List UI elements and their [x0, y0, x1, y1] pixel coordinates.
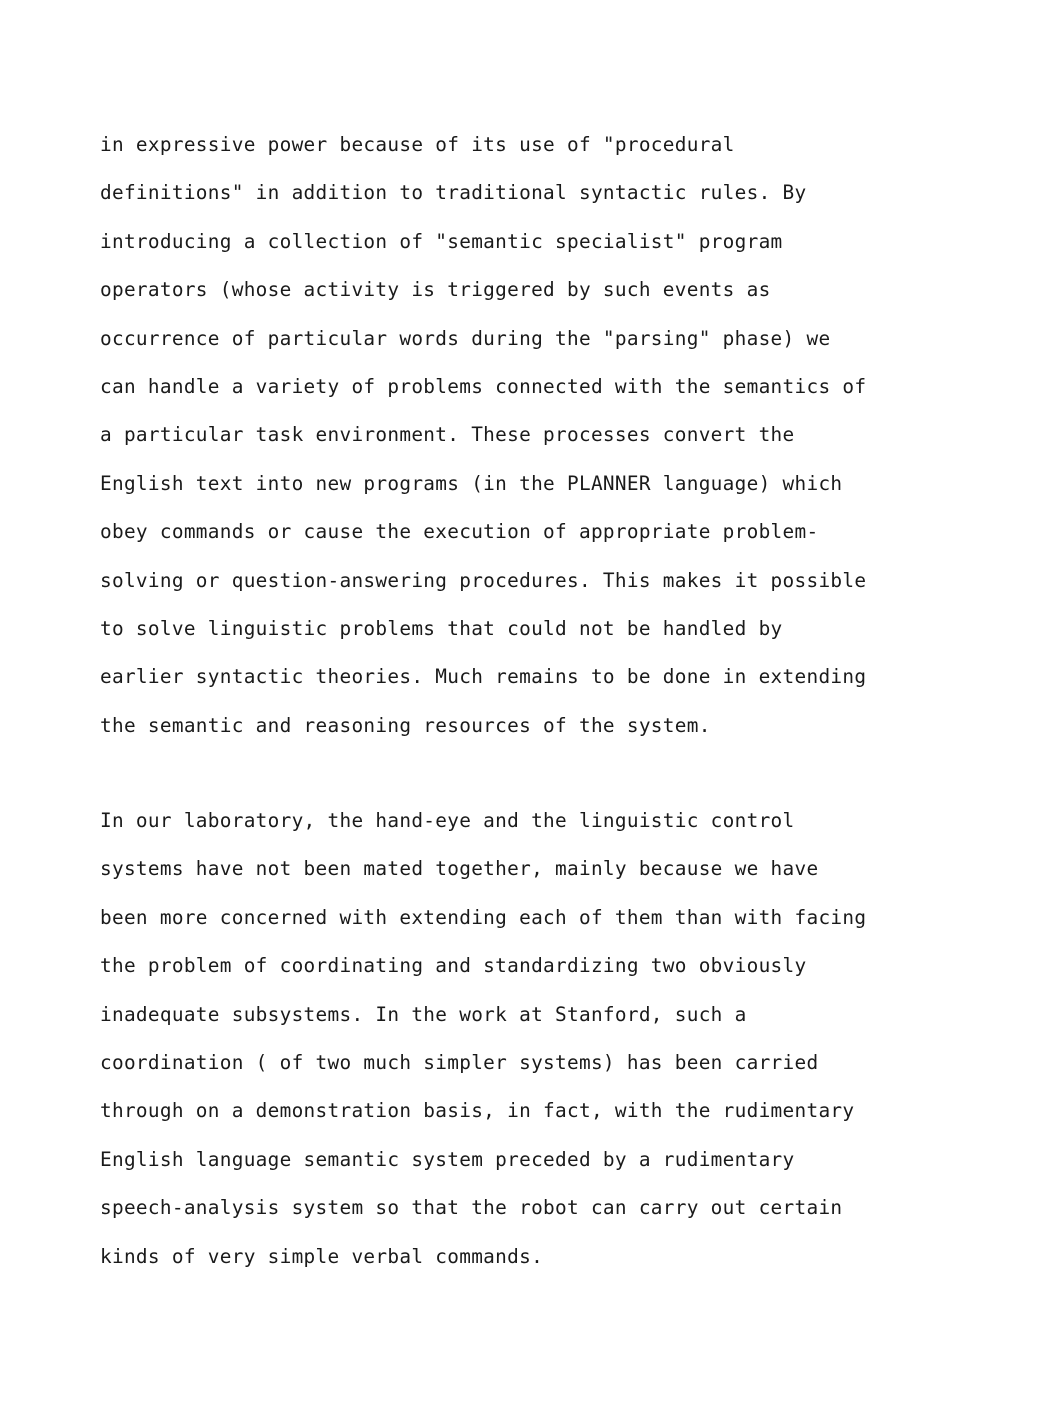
text-line: inadequate subsystems. In the work at Stanford, such a — [100, 1002, 747, 1026]
text-line: a particular task environment. These processes convert the — [100, 423, 795, 447]
text-line: In our laboratory, the hand-eye and the linguistic control — [100, 809, 795, 832]
text-line: the problem of coordinating and standardizing two obviously — [100, 954, 807, 978]
text-line: English text into new programs (in the PLANNER language) which — [100, 471, 843, 495]
text-line: can handle a variety of problems connected with the semantics of — [100, 374, 867, 398]
text-line: occurrence of particular words during the "parsing" phase) we — [100, 326, 831, 350]
text-line: in expressive power because of its use of "procedural — [100, 133, 735, 156]
text-line: to solve linguistic problems that could not be handled by — [100, 616, 783, 640]
paragraph-procedural-semantics — [100, 121, 1040, 750]
text-line: speech-analysis system so that the robot can carry out certain — [100, 1196, 843, 1220]
text-line: through on a demonstration basis, in fact, with the rudimentary — [100, 1099, 855, 1123]
text-line: English language semantic system preceded by a rudimentary — [100, 1147, 795, 1171]
text-line: kinds of very simple verbal commands. — [100, 1244, 544, 1268]
text-line: introducing a collection of "semantic specialist" program — [100, 229, 783, 253]
text-line: solving or question-answering procedures. This makes it possible — [100, 568, 867, 592]
text-line: coordination ( of two much simpler systems) has been carried — [100, 1050, 819, 1074]
text-line: obey commands or cause the execution of appropriate problem- — [100, 520, 819, 544]
text-line: systems have not been mated together, mainly because we have — [100, 857, 819, 881]
text-line: operators (whose activity is triggered by such events as — [100, 278, 771, 302]
text-line: earlier syntactic theories. Much remains to be done in extending — [100, 665, 867, 689]
text-line: the semantic and reasoning resources of the system. — [100, 713, 711, 737]
text-line: been more concerned with extending each of them than with facing — [100, 905, 867, 929]
paragraph-laboratory-systems — [100, 797, 1040, 1281]
text-line: definitions" in addition to traditional syntactic rules. By — [100, 181, 807, 205]
